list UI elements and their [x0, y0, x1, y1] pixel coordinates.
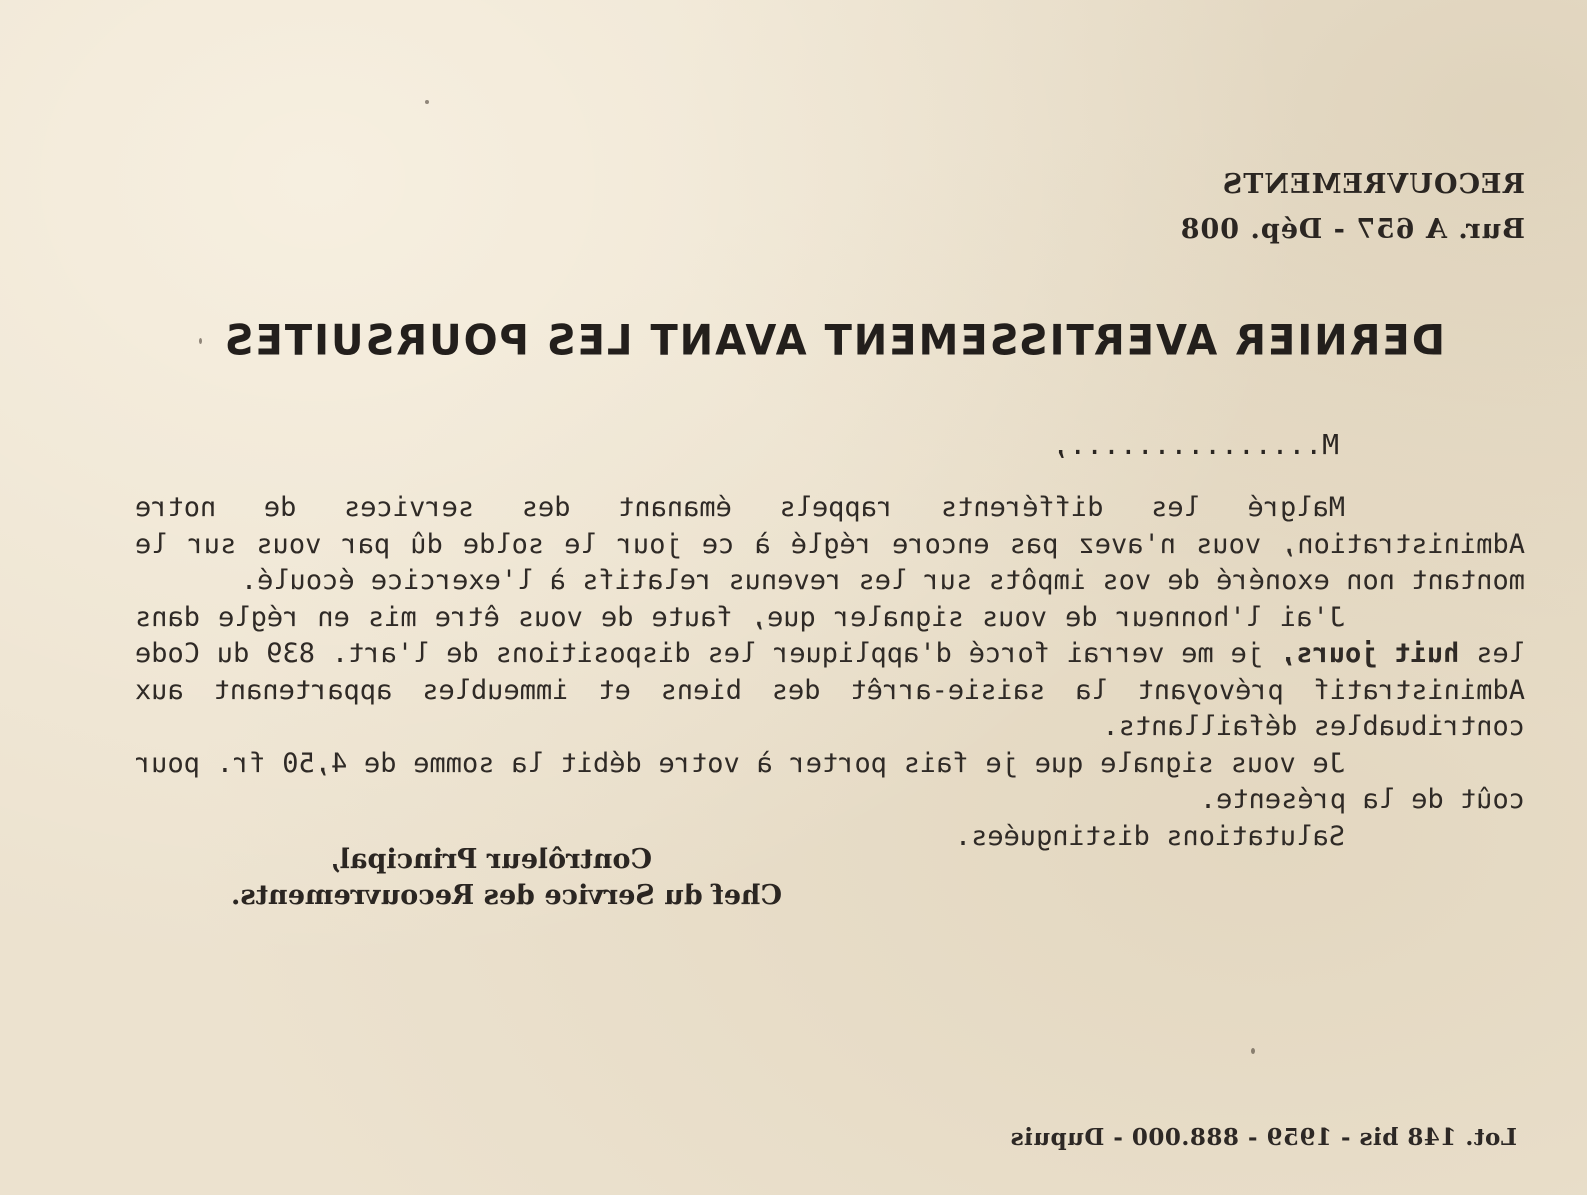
notice-body	[135, 490, 1525, 855]
department-label: RECOUVREMENTS	[1221, 169, 1525, 200]
signatory-service: Chef du Service des Recouvrements.	[231, 880, 782, 911]
ink-speck	[425, 100, 429, 104]
office-header	[1180, 162, 1525, 252]
ink-speck	[1251, 1048, 1255, 1054]
warning-deadline: huit jours,	[1279, 638, 1460, 669]
signatory-title: Contrôleur Principal,	[330, 844, 652, 875]
signature-block	[231, 842, 782, 914]
paragraph-fee: Je vous signale que je fais porter à votre débit la somme de 4,50 fr. pour coût de la présente.	[135, 747, 1525, 815]
paragraph-reminder: Malgré les différents rappels émanant des services de notre Administration, vous n'avez pas encore réglé à ce jour le solde dû par vous sur le montant non exonéré de vos impôts sur les revenus relatifs à l'exercice écoulé.	[135, 492, 1525, 596]
ink-speck	[199, 338, 202, 344]
closing-salutation: Salutations distinguées.	[954, 820, 1345, 852]
warning-text-start: J'ai l'honneur de vous signaler que, faute de vous être mis en régle dans les	[135, 601, 1525, 669]
office-reference: Bur. A 657 - Dép. 008	[1179, 214, 1525, 245]
addressee-line: M...............,	[1052, 428, 1339, 461]
paragraph-warning	[135, 600, 1525, 746]
notice-title: DERNIER AVERTISSEMENT AVANT LES POURSUITES	[222, 316, 1445, 366]
printer-imprint: Lot. 148 bis - 1959 - 888.000 - Dupuis	[1010, 1124, 1517, 1151]
warning-text-end: je me verrai forcé d'appliquer les dispositions de l'art. 839 du Code Administratif prévoyant la saisie-arrêt des biens et immeubles appartenant aux contribuables défaillants.	[135, 638, 1525, 742]
